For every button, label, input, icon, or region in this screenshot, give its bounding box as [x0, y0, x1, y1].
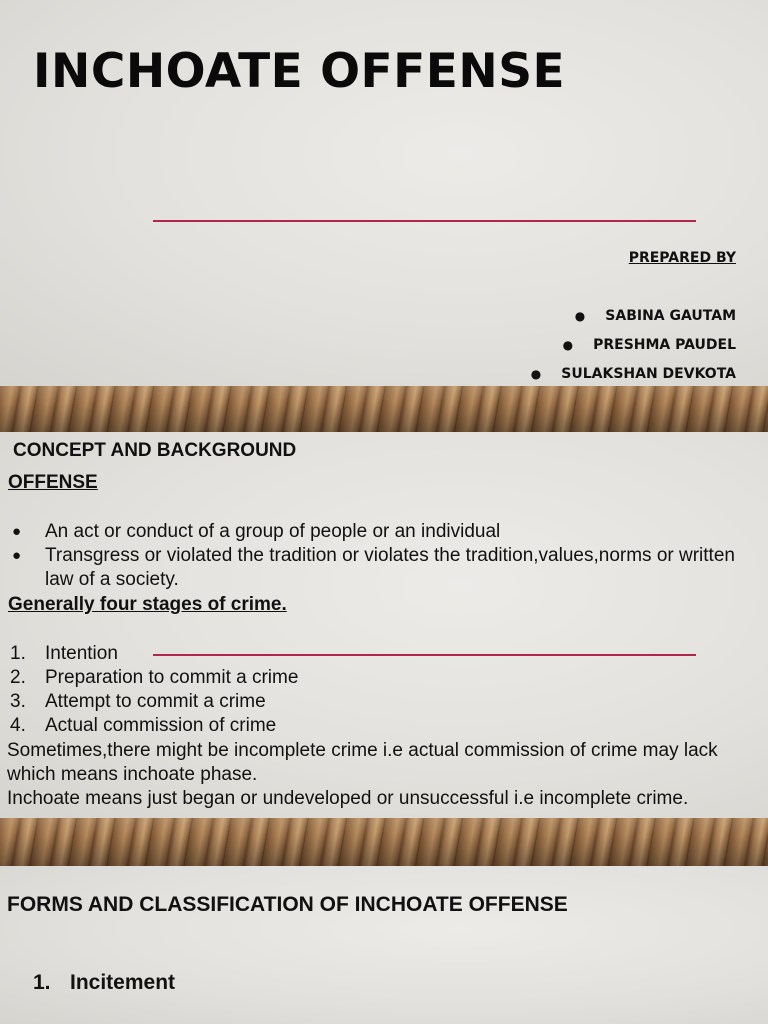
- author-name: SULAKSHAN DEVKOTA: [561, 366, 736, 382]
- concept-slide: [0, 432, 768, 818]
- list-number: 2.: [10, 667, 26, 688]
- list-number: 3.: [10, 691, 26, 712]
- list-number: 1.: [10, 643, 26, 664]
- bullet-icon: ●: [574, 309, 586, 323]
- bullet-icon: ●: [12, 547, 22, 564]
- wood-floor-banner: [0, 386, 768, 432]
- author-item: [531, 363, 736, 386]
- bullet-icon: ●: [12, 523, 22, 540]
- list-item-text: Incitement: [70, 971, 176, 994]
- list-item: [10, 690, 298, 714]
- list-item-text: Preparation to commit a crime: [45, 667, 299, 688]
- forms-list: [33, 971, 175, 995]
- list-item: [10, 666, 298, 690]
- definition-bullets: [10, 520, 750, 592]
- forms-slide: [0, 866, 768, 1024]
- list-item-text: Transgress or violated the tradition or violates the tradition,values,norms or written law of a society.: [45, 545, 735, 590]
- list-number: 4.: [10, 715, 26, 736]
- accent-rule: [153, 220, 696, 222]
- list-item-text: Intention: [45, 643, 118, 664]
- stages-heading: Generally four stages of crime.: [8, 594, 287, 615]
- list-item: [10, 642, 298, 666]
- bullet-icon: ●: [562, 338, 574, 352]
- list-item-text: An act or conduct of a group of people or an individual: [45, 521, 501, 542]
- paragraph-line: Inchoate means just began or undeveloped or unsuccessful i.e incomplete crime.: [7, 788, 689, 809]
- list-item-text: Actual commission of crime: [45, 715, 277, 736]
- slide-title: INCHOATE OFFENSE: [33, 44, 566, 99]
- subheading: OFFENSE: [8, 472, 98, 493]
- prepared-by-label: PREPARED BY: [628, 250, 736, 266]
- section-heading: FORMS AND CLASSIFICATION OF INCHOATE OFFENSE: [7, 893, 568, 916]
- list-item: [10, 520, 750, 544]
- explanation-paragraph: [7, 739, 757, 811]
- bullet-icon: ●: [530, 367, 542, 381]
- author-list: [531, 305, 736, 386]
- paragraph-line: Sometimes,there might be incomplete crime i.e actual commission of crime may lack which means inchoate phase.: [7, 740, 718, 785]
- list-item: [10, 544, 750, 592]
- author-item: [531, 305, 736, 334]
- author-name: SABINA GAUTAM: [605, 308, 736, 324]
- title-slide: [0, 0, 768, 386]
- list-item: [10, 714, 298, 738]
- section-heading: CONCEPT AND BACKGROUND: [13, 440, 297, 461]
- list-item-text: Attempt to commit a crime: [45, 691, 266, 712]
- author-item: [531, 334, 736, 363]
- wood-floor-banner: [0, 818, 768, 866]
- stages-list: [10, 642, 298, 738]
- list-item: [33, 971, 175, 995]
- list-number: 1.: [33, 971, 51, 994]
- author-name: PRESHMA PAUDEL: [593, 337, 736, 353]
